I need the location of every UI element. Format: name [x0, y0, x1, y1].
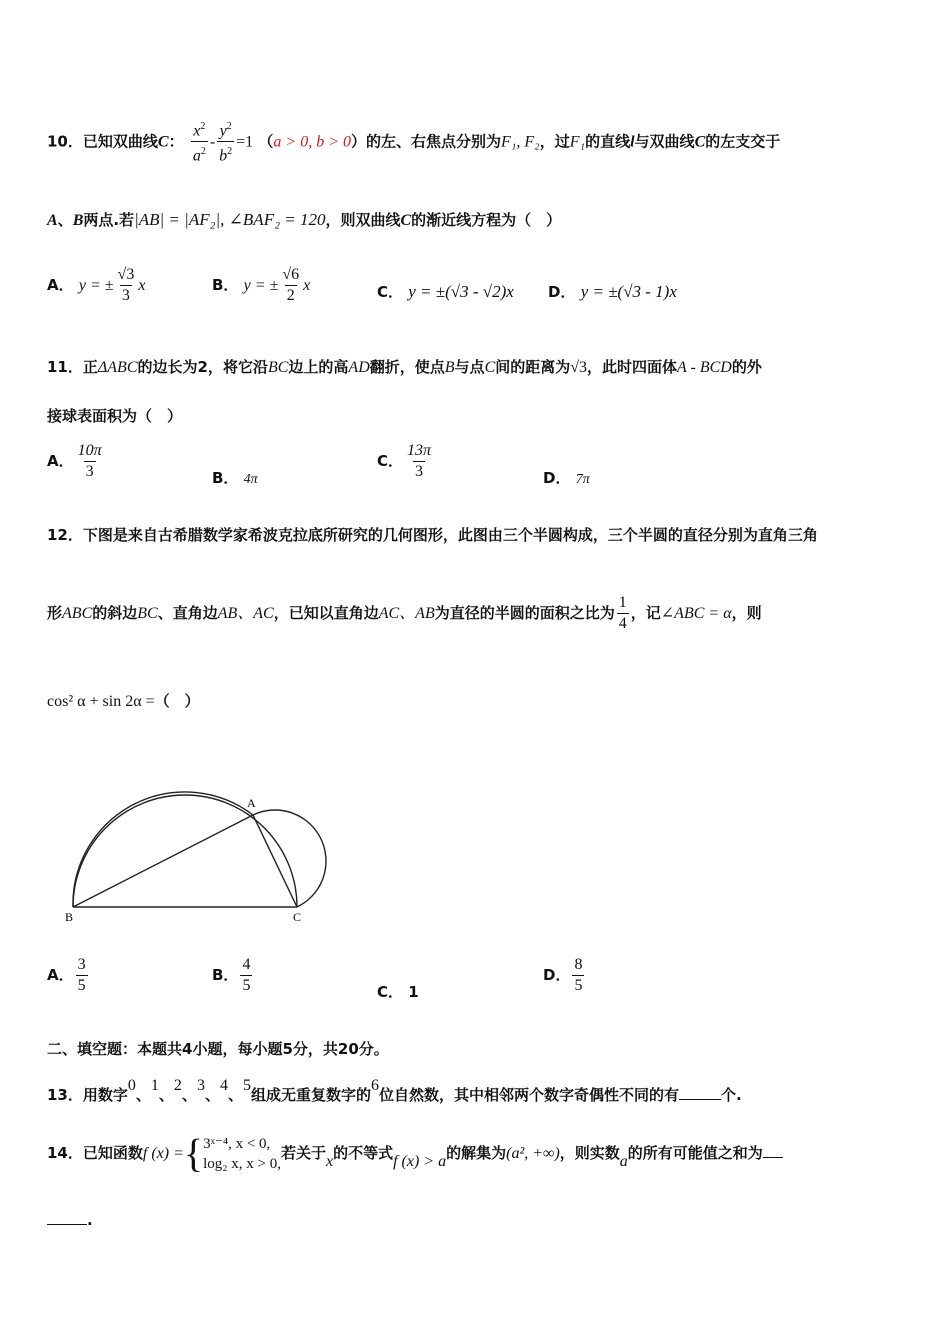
q14-number: 14． — [47, 1144, 83, 1162]
q10-condition: a > 0, b > 0 — [273, 133, 352, 151]
q10-frac-x: $\frac{x^2}{a^2}$ — [192, 121, 206, 165]
q11-number: 11． — [47, 358, 83, 376]
q12-option-b[interactable]: B． $\frac{4}{5}$ — [212, 956, 251, 994]
q12-number: 12． — [47, 526, 83, 544]
q14-piecewise: 3ˣ⁻⁴, x < 0, log₂ x, x > 0, — [203, 1135, 281, 1172]
q13-number: 13． — [47, 1086, 83, 1104]
q10-option-a[interactable]: A． y = ± $\frac{√3}{3}$ x — [47, 266, 146, 304]
q13-answer-blank[interactable] — [679, 1085, 721, 1100]
q10-option-d[interactable]: D． y = ±(√3 - 1)x — [548, 282, 677, 301]
q13-line: 13．用数字0、1、2、3、4、5组成无重复数字的6位自然数，其中相邻两个数字奇偶性不同的有 个. — [47, 1077, 742, 1104]
q12-option-c[interactable]: C． 1 — [377, 983, 419, 1001]
q10-option-b[interactable]: B． y = ± $\frac{√6}{2}$ x — [212, 266, 311, 304]
q11-option-b[interactable]: B． 4π — [212, 469, 258, 487]
label-b: B — [65, 910, 74, 924]
q14-line2: . — [47, 1210, 93, 1230]
q10-condition2: |AB| = |AF₂|, ∠BAF₂ = 120 — [134, 210, 326, 229]
q12-option-d[interactable]: D． $\frac{8}{5}$ — [543, 956, 583, 994]
q10-option-c[interactable]: C． y = ±(√3 - √2)x — [377, 282, 514, 301]
side-ac — [253, 815, 297, 907]
q12-line2: 形ABC的斜边BC、直角边AB、AC，已知以直角边AC、AB为直径的半圆的面积之比为 $\frac{1}{4}$ ，记∠ABC = α，则 — [47, 594, 762, 632]
q10-line1: 10．已知双曲线C： $\frac{x^2}{a^2}$ - $\frac{y^2}{b^2}$ =1 （a > 0, b > 0）的左、右焦点分别为F₁, F₂，过F₁的直线l与双曲线C的左支交于 — [47, 118, 780, 158]
hippocrates-figure — [55, 755, 345, 925]
q14-answer-blank-b[interactable] — [47, 1210, 87, 1225]
label-c: C — [293, 910, 302, 924]
semicircle-ab — [73, 792, 253, 907]
q11-line1: 11．正ΔABC的边长为2，将它沿BC边上的高AD翻折，使点B与点C间的距离为√3，此时四面体A - BCD的外 — [47, 358, 762, 376]
q11-option-a[interactable]: A． $\frac{10\pi}{3}$ — [47, 442, 102, 480]
q12-option-a[interactable]: A． $\frac{3}{5}$ — [47, 956, 86, 994]
q12-line1: 12．下图是来自古希腊数学家希波克拉底所研究的几何图形，此图由三个半圆构成，三个半圆的直径分别为直角三角 — [47, 526, 818, 544]
q10-number: 10． — [47, 132, 83, 151]
q11-option-d[interactable]: D． 7π — [543, 469, 590, 487]
q10-line2: A、B两点.若|AB| = |AF₂|, ∠BAF₂ = 120，则双曲线C的渐近线方程为（ ） — [47, 210, 562, 229]
q10-frac-y: $\frac{y^2}{b^2}$ — [219, 121, 233, 165]
q14-answer-blank-a[interactable] — [763, 1143, 783, 1158]
section2-title: 二、填空题：本题共4小题，每小题5分，共20分。 — [47, 1040, 389, 1058]
side-ab — [73, 815, 253, 907]
q11-line2: 接球表面积为（ ） — [47, 407, 183, 425]
q11-option-c[interactable]: C． $\frac{13\pi}{3}$ — [377, 442, 432, 480]
label-a: A — [247, 796, 256, 810]
q14-line1: 14．已知函数f (x) ={ 3ˣ⁻⁴, x < 0, log₂ x, x > 0, 若关于x的不等式f (x) > a的解集为(a², +∞)，则实数a的所有可能值之和为 — [47, 1125, 783, 1181]
q12-line3: cos² α + sin 2α =（ ） — [47, 692, 200, 710]
